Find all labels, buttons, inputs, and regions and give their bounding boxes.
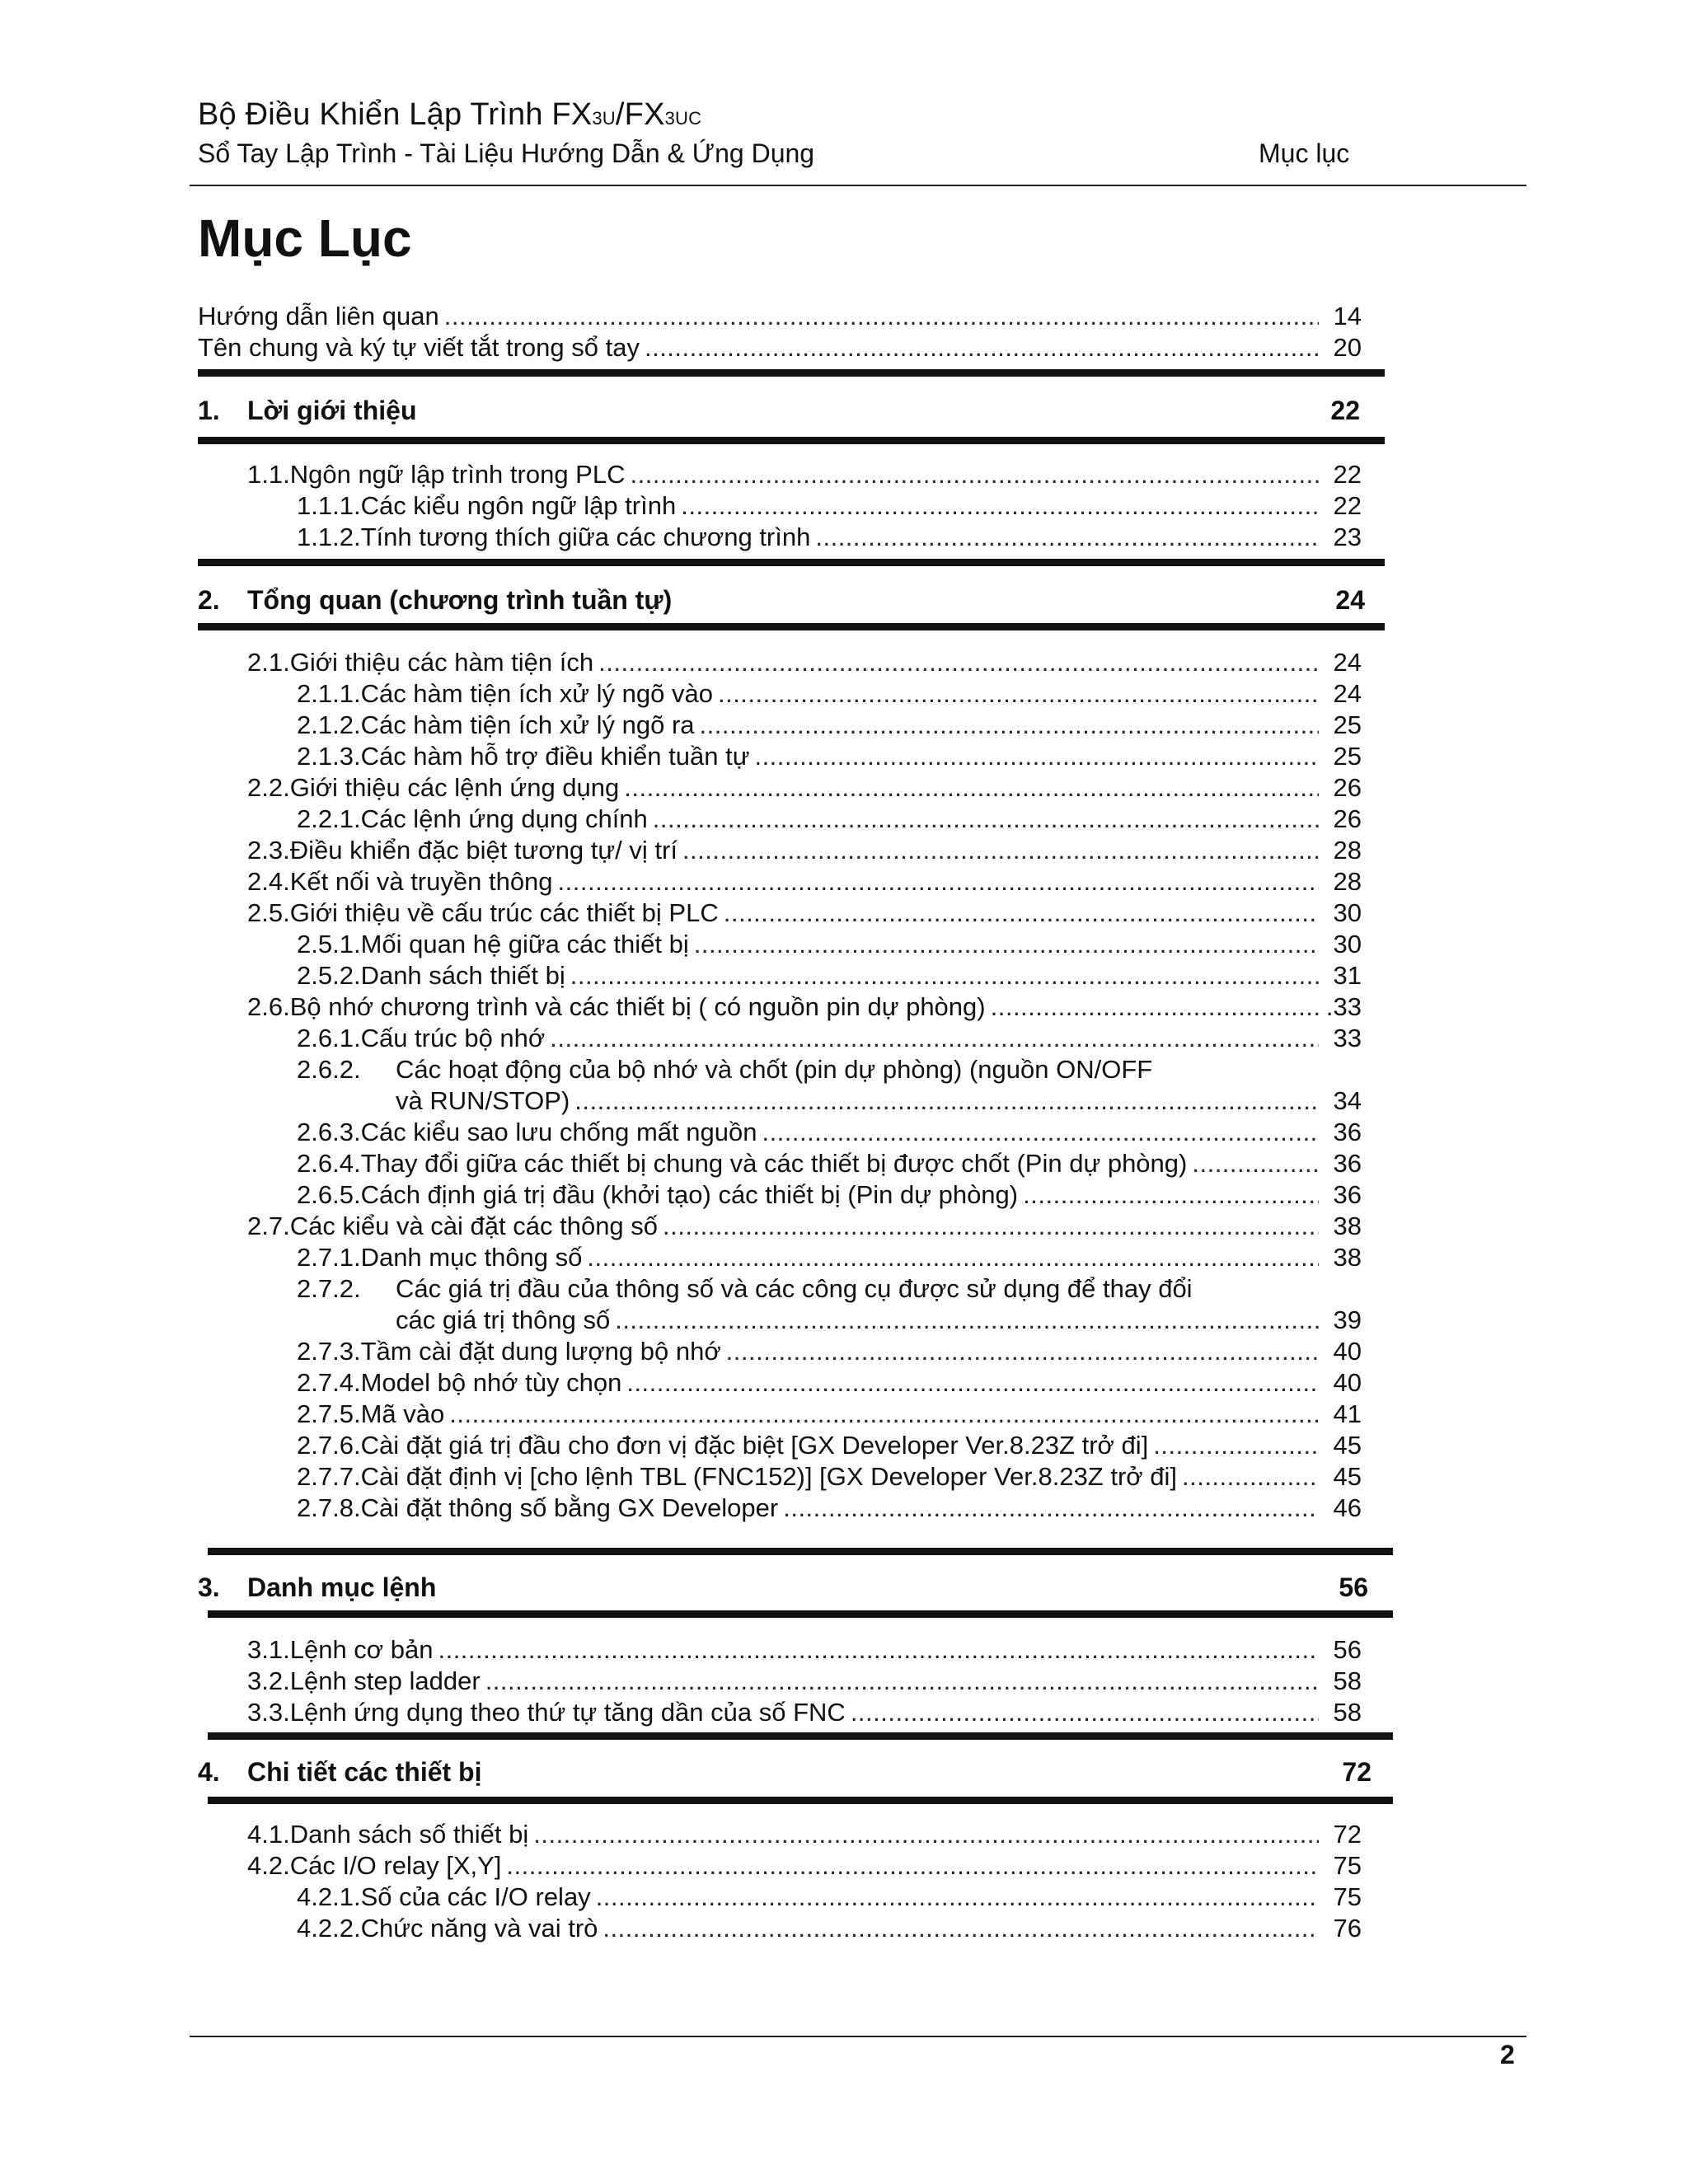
toc-entry-number: 2.2.1. — [297, 804, 361, 833]
toc-leader-dots — [533, 1820, 1319, 1849]
toc-leader-dots — [1192, 1149, 1319, 1179]
toc-entry-subsection[interactable] — [297, 1243, 1362, 1276]
chapter-title: Chi tiết các thiết bị — [247, 1757, 482, 1787]
toc-entry[interactable] — [396, 1086, 1362, 1119]
toc-entry-number: 2.2. — [247, 773, 290, 802]
chapter-rule — [198, 437, 1385, 444]
toc-leader-dots — [631, 460, 1320, 490]
toc-entry-section[interactable] — [247, 1698, 1362, 1731]
toc-entry-title: Tầm cài đặt dung lượng bộ nhớ — [360, 1337, 721, 1366]
toc-leader-dots — [444, 302, 1319, 331]
toc-entry-title: Bộ nhớ chương trình và các thiết bị ( có nguồn pin dự phòng) — [289, 992, 986, 1021]
toc-entry-number: 2.6.4. — [297, 1149, 361, 1178]
toc-entry-page: 41 — [1333, 1399, 1362, 1428]
toc-entry-section[interactable] — [247, 460, 1362, 493]
chapter-rule — [208, 1797, 1393, 1804]
toc-leader-dots — [682, 836, 1319, 865]
toc-entry-title: Số của các I/O relay — [360, 1882, 591, 1911]
toc-leader-dots — [596, 1882, 1319, 1912]
toc-entry-page: 36 — [1333, 1149, 1362, 1178]
toc-entry-title: Các lệnh ứng dụng chính — [360, 804, 648, 833]
toc-entry-page: 22 — [1333, 460, 1362, 489]
toc-leader-dots — [724, 898, 1319, 928]
toc-entry-title: Các hàm tiện ích xử lý ngõ ra — [360, 710, 695, 739]
chapter-page: 22 — [1330, 396, 1360, 425]
toc-entry-number: 2.5. — [247, 898, 290, 927]
toc-entry-title: Các giá trị đầu của thông số và các công cụ được sử dụng để thay đổi — [396, 1274, 1193, 1303]
toc-entry-number: 2.6.3. — [297, 1118, 361, 1146]
toc-entry-number: 2.1.2. — [297, 710, 361, 739]
toc-entry-page: 38 — [1333, 1212, 1362, 1240]
toc-entry-page: 38 — [1333, 1243, 1362, 1272]
toc-entry-number: 2.7.3. — [297, 1337, 361, 1366]
toc-entry-number: 2.7.2. — [297, 1274, 361, 1303]
toc-leader-dots — [1182, 1462, 1319, 1492]
chapter-page: 72 — [1342, 1757, 1372, 1787]
toc-leader-dots — [603, 1914, 1319, 1943]
toc-entry-title: Các kiểu ngôn ngữ lập trình — [360, 491, 677, 520]
toc-leader-dots — [624, 773, 1319, 803]
toc-entry-page: 24 — [1333, 679, 1362, 708]
toc-leader-dots — [991, 992, 1319, 1022]
toc-chapter-4[interactable] — [198, 1757, 1372, 1793]
toc-entry-title: Danh sách thiết bị — [360, 961, 565, 990]
toc-entry-number: 2.6.1. — [297, 1024, 361, 1052]
toc-entry-number: 2.5.1. — [297, 930, 361, 958]
toc-entry-number: 2.7. — [247, 1212, 290, 1240]
toc-entry-page: 30 — [1333, 898, 1362, 927]
toc-chapter-1[interactable] — [198, 396, 1360, 432]
toc-entry-subsection[interactable] — [297, 1368, 1362, 1401]
toc-entry-title: Cấu trúc bộ nhớ — [360, 1024, 546, 1052]
chapter-rule — [198, 559, 1385, 566]
toc-entry-number: 4.1. — [247, 1820, 290, 1849]
toc-entry-title: Các kiểu và cài đặt các thông số — [289, 1212, 659, 1240]
chapter-title: Lời giới thiệu — [247, 396, 417, 425]
toc-leader-dots — [558, 867, 1319, 897]
toc-leader-dots — [663, 1212, 1319, 1241]
toc-entry-number: 2.7.6. — [297, 1431, 361, 1460]
toc-leader-dots — [1023, 1180, 1319, 1210]
chapter-title: Danh mục lệnh — [247, 1572, 437, 1602]
toc-entry-subsection[interactable] — [297, 742, 1362, 775]
toc-leader-dots — [506, 1851, 1319, 1881]
toc-entry-section[interactable] — [247, 648, 1362, 681]
toc-entry-number: 2.3. — [247, 836, 290, 865]
toc-entry-title: Ngôn ngữ lập trình trong PLC — [289, 460, 626, 489]
toc-entry-page: 33 — [1333, 1024, 1362, 1052]
toc-entry-section[interactable] — [247, 1635, 1362, 1668]
toc-entry-page: 23 — [1333, 523, 1362, 551]
toc-entry-subsection[interactable] — [297, 1882, 1362, 1915]
chapter-page: 56 — [1339, 1572, 1368, 1602]
toc-entry-title: Các hàm hỗ trợ điều khiển tuần tự — [360, 742, 750, 771]
toc-entry-page: 56 — [1333, 1635, 1362, 1664]
toc-entry-page: 36 — [1333, 1180, 1362, 1209]
toc-entry-page: 45 — [1333, 1431, 1362, 1460]
toc-entry-title: Cài đặt thông số bằng GX Developer — [360, 1493, 779, 1522]
toc-entry-title: Cài đặt giá trị đầu cho đơn vị đặc biệt [GX Developer Ver.8.23Z trở đi] — [360, 1431, 1149, 1460]
toc-entry-section[interactable] — [247, 1666, 1362, 1699]
chapter-number: 4. — [198, 1757, 220, 1787]
toc-entry-section[interactable] — [247, 1820, 1362, 1853]
toc-leader-dots — [587, 1243, 1319, 1272]
toc-entry-page: .33 — [1325, 992, 1362, 1021]
toc-entry-subsection[interactable] — [297, 1914, 1362, 1947]
toc-entry[interactable] — [198, 333, 1362, 366]
toc-entry-number: 2.6.5. — [297, 1180, 361, 1209]
toc-entry-subsection[interactable] — [297, 1493, 1362, 1526]
toc-entry-subsection[interactable] — [297, 930, 1362, 963]
toc-entry-page: 76 — [1333, 1914, 1362, 1943]
toc-entry-number: 2.4. — [247, 867, 290, 896]
toc-entry-number: 1.1.1. — [297, 491, 361, 520]
chapter-page: 24 — [1335, 585, 1365, 615]
toc-entry-section[interactable] — [247, 1851, 1362, 1884]
toc-entry-title: Lệnh cơ bản — [289, 1635, 434, 1664]
toc-entry-title: Model bộ nhớ tùy chọn — [360, 1368, 622, 1397]
toc-entry-subsection[interactable] — [297, 804, 1362, 837]
toc-entry-number: 4.2. — [247, 1851, 290, 1880]
toc-leader-dots — [653, 804, 1319, 834]
toc-entry-subsection[interactable] — [297, 679, 1362, 712]
toc-entry-title: Thay đổi giữa các thiết bị chung và các thiết bị được chốt (Pin dự phòng) — [360, 1149, 1188, 1178]
toc-entry-subsection[interactable] — [297, 1024, 1362, 1057]
toc-entry[interactable] — [198, 302, 1362, 335]
toc-entry-section[interactable] — [247, 867, 1362, 900]
toc-entry-page: 39 — [1333, 1305, 1362, 1334]
toc-entry-number: 2.7.5. — [297, 1399, 361, 1428]
header-divider — [190, 185, 1526, 186]
toc-entry-title: Tên chung và ký tự viết tắt trong sổ tay — [198, 333, 640, 362]
toc-entry-page: 28 — [1333, 836, 1362, 865]
toc-entry-page: 46 — [1333, 1493, 1362, 1522]
toc-entry-page: 26 — [1333, 804, 1362, 833]
toc-entry-number: 2.1.1. — [297, 679, 361, 708]
toc-leader-dots — [681, 491, 1319, 521]
chapter-rule — [198, 623, 1385, 630]
toc-leader-dots — [726, 1337, 1319, 1366]
toc-entry-title: và RUN/STOP) — [396, 1086, 570, 1115]
toc-entry-number: 3.3. — [247, 1698, 290, 1727]
toc-entry-number: 1.1. — [247, 460, 290, 489]
toc-leader-dots — [598, 648, 1319, 677]
toc-chapter-3[interactable] — [198, 1572, 1368, 1609]
toc-chapter-2[interactable] — [198, 585, 1365, 621]
toc-entry-title: Danh sách số thiết bị — [289, 1820, 529, 1849]
toc-entry-subsection[interactable] — [297, 1462, 1362, 1495]
toc-leader-dots — [1153, 1431, 1319, 1460]
toc-entry-number: 2.1. — [247, 648, 290, 677]
toc-entry-number: 4.2.2. — [297, 1914, 361, 1943]
toc-entry-title: Giới thiệu các lệnh ứng dụng — [289, 773, 620, 802]
toc-entry-title: Mã vào — [360, 1399, 445, 1428]
toc-leader-dots — [626, 1368, 1319, 1398]
toc-entry-title: Hướng dẫn liên quan — [198, 302, 439, 330]
toc-leader-dots — [485, 1666, 1319, 1696]
toc-entry-page: 75 — [1333, 1882, 1362, 1911]
toc-entry-subsection[interactable] — [297, 961, 1362, 994]
toc-leader-dots — [718, 679, 1319, 709]
toc-entry-title: Điều khiển đặc biệt tương tự/ vị trí — [289, 836, 678, 865]
toc-entry-title: Cài đặt định vị [cho lệnh TBL (FNC152)] [GX Developer Ver.8.23Z trở đi] — [360, 1462, 1177, 1491]
toc-entry-subsection[interactable] — [297, 1149, 1362, 1182]
toc-entry-title: Các I/O relay [X,Y] — [289, 1851, 502, 1880]
toc-entry-subsection[interactable] — [297, 523, 1362, 555]
page-title: Mục Lục — [198, 209, 412, 268]
toc-entry-title: Chức năng và vai trò — [360, 1914, 598, 1943]
toc-entry-title: Cách định giá trị đầu (khởi tạo) các thiết bị (Pin dự phòng) — [360, 1180, 1019, 1209]
toc-entry-title: các giá trị thông số — [396, 1305, 611, 1334]
toc-entry-page: 25 — [1333, 742, 1362, 771]
section-label: Mục lục — [1259, 138, 1350, 168]
toc-entry-title: Tính tương thích giữa các chương trình — [360, 523, 811, 551]
toc-entry-page: 14 — [1333, 302, 1362, 330]
toc-entry-title: Lệnh step ladder — [289, 1666, 481, 1695]
toc-leader-dots — [851, 1698, 1319, 1727]
toc-entry-page: 25 — [1333, 710, 1362, 739]
document-title: Bộ Điều Khiển Lập Trình FX3U/FX3UC — [198, 97, 702, 132]
toc-entry-number: 2.7.7. — [297, 1462, 361, 1491]
chapter-number: 1. — [198, 396, 220, 425]
chapter-rule — [208, 1732, 1393, 1740]
document-subtitle: Sổ Tay Lập Trình - Tài Liệu Hướng Dẫn & Ứng Dụng — [198, 138, 815, 168]
toc-leader-dots — [615, 1305, 1319, 1335]
toc-entry-title: Các hàm tiện ích xử lý ngõ vào — [360, 679, 713, 708]
toc-entry-subsection[interactable] — [297, 1118, 1362, 1151]
toc-entry-page: 34 — [1333, 1086, 1362, 1115]
toc-entry-title: Kết nối và truyền thông — [289, 867, 553, 896]
toc-entry-page: 20 — [1333, 333, 1362, 362]
toc-entry-number: 2.7.1. — [297, 1243, 361, 1272]
toc-entry-page: 28 — [1333, 867, 1362, 896]
toc-entry-subsection[interactable] — [297, 1274, 1362, 1307]
toc-entry-section[interactable] — [247, 898, 1362, 931]
toc-entry-number: 1.1.2. — [297, 523, 361, 551]
chapter-number: 3. — [198, 1572, 220, 1602]
toc-entry-subsection[interactable] — [297, 1055, 1362, 1088]
toc-entry-title: Các hoạt động của bộ nhớ và chốt (pin dự phòng) (nguồn ON/OFF — [396, 1055, 1153, 1084]
toc-entry-title: Giới thiệu về cấu trúc các thiết bị PLC — [289, 898, 719, 927]
toc-entry-subsection[interactable] — [297, 1431, 1362, 1464]
toc-leader-dots — [570, 961, 1319, 991]
toc-entry-section[interactable] — [247, 992, 1362, 1025]
toc-entry-subsection[interactable] — [297, 1180, 1362, 1213]
toc-entry-subsection[interactable] — [297, 1399, 1362, 1432]
chapter-rule — [208, 1610, 1393, 1618]
toc-entry-page: 40 — [1333, 1368, 1362, 1397]
toc-entry-number: 2.7.4. — [297, 1368, 361, 1397]
toc-entry-page: 36 — [1333, 1118, 1362, 1146]
toc-entry-section[interactable] — [247, 836, 1362, 869]
chapter-number: 2. — [198, 585, 220, 615]
toc-leader-dots — [438, 1635, 1319, 1665]
toc-entry-subsection[interactable] — [297, 1337, 1362, 1370]
toc-entry-title: Danh mục thông số — [360, 1243, 583, 1272]
toc-entry-page: 31 — [1333, 961, 1362, 990]
toc-entry-subsection[interactable] — [297, 710, 1362, 743]
chapter-rule — [198, 369, 1385, 377]
toc-leader-dots — [550, 1024, 1319, 1053]
toc-entry-number: 2.5.2. — [297, 961, 361, 990]
toc-entry-page: 24 — [1333, 648, 1362, 677]
toc-leader-dots — [762, 1118, 1319, 1147]
toc-leader-dots — [754, 742, 1319, 771]
toc-leader-dots — [645, 333, 1319, 363]
toc-entry-page: 26 — [1333, 773, 1362, 802]
toc-entry-title: Lệnh ứng dụng theo thứ tự tăng dần của số FNC — [289, 1698, 846, 1727]
toc-entry-page: 75 — [1333, 1851, 1362, 1880]
toc-leader-dots — [694, 930, 1319, 959]
toc-leader-dots — [783, 1493, 1319, 1523]
toc-leader-dots — [574, 1086, 1319, 1116]
toc-entry-number: 3.1. — [247, 1635, 290, 1664]
toc-entry-title: Giới thiệu các hàm tiện ích — [289, 648, 594, 677]
toc-entry-page: 45 — [1333, 1462, 1362, 1491]
chapter-rule — [208, 1548, 1393, 1555]
toc-leader-dots — [700, 710, 1319, 740]
chapter-title: Tổng quan (chương trình tuần tự) — [247, 585, 673, 615]
toc-entry-page: 58 — [1333, 1666, 1362, 1695]
toc-entry-page: 72 — [1333, 1820, 1362, 1849]
toc-entry-page: 58 — [1333, 1698, 1362, 1727]
page-number: 2 — [1500, 2040, 1515, 2069]
toc-entry-page: 22 — [1333, 491, 1362, 520]
toc-entry-section[interactable] — [247, 773, 1362, 806]
toc-entry-number: 4.2.1. — [297, 1882, 361, 1911]
toc-entry-section[interactable] — [247, 1212, 1362, 1244]
toc-entry-number: 3.2. — [247, 1666, 290, 1695]
toc-entry-title: Các kiểu sao lưu chống mất nguồn — [360, 1118, 757, 1146]
toc-leader-dots — [449, 1399, 1319, 1429]
footer-divider — [190, 2036, 1526, 2037]
toc-entry-subsection[interactable] — [297, 491, 1362, 524]
toc-leader-dots — [815, 523, 1319, 552]
toc-entry-page: 30 — [1333, 930, 1362, 958]
toc-entry-number: 2.6.2. — [297, 1055, 361, 1084]
toc-entry-number: 2.7.8. — [297, 1493, 361, 1522]
toc-entry-number: 2.6. — [247, 992, 290, 1021]
toc-entry-number: 2.1.3. — [297, 742, 361, 771]
toc-entry[interactable] — [396, 1305, 1362, 1338]
toc-entry-page: 40 — [1333, 1337, 1362, 1366]
toc-entry-title: Mối quan hệ giữa các thiết bị — [360, 930, 689, 958]
